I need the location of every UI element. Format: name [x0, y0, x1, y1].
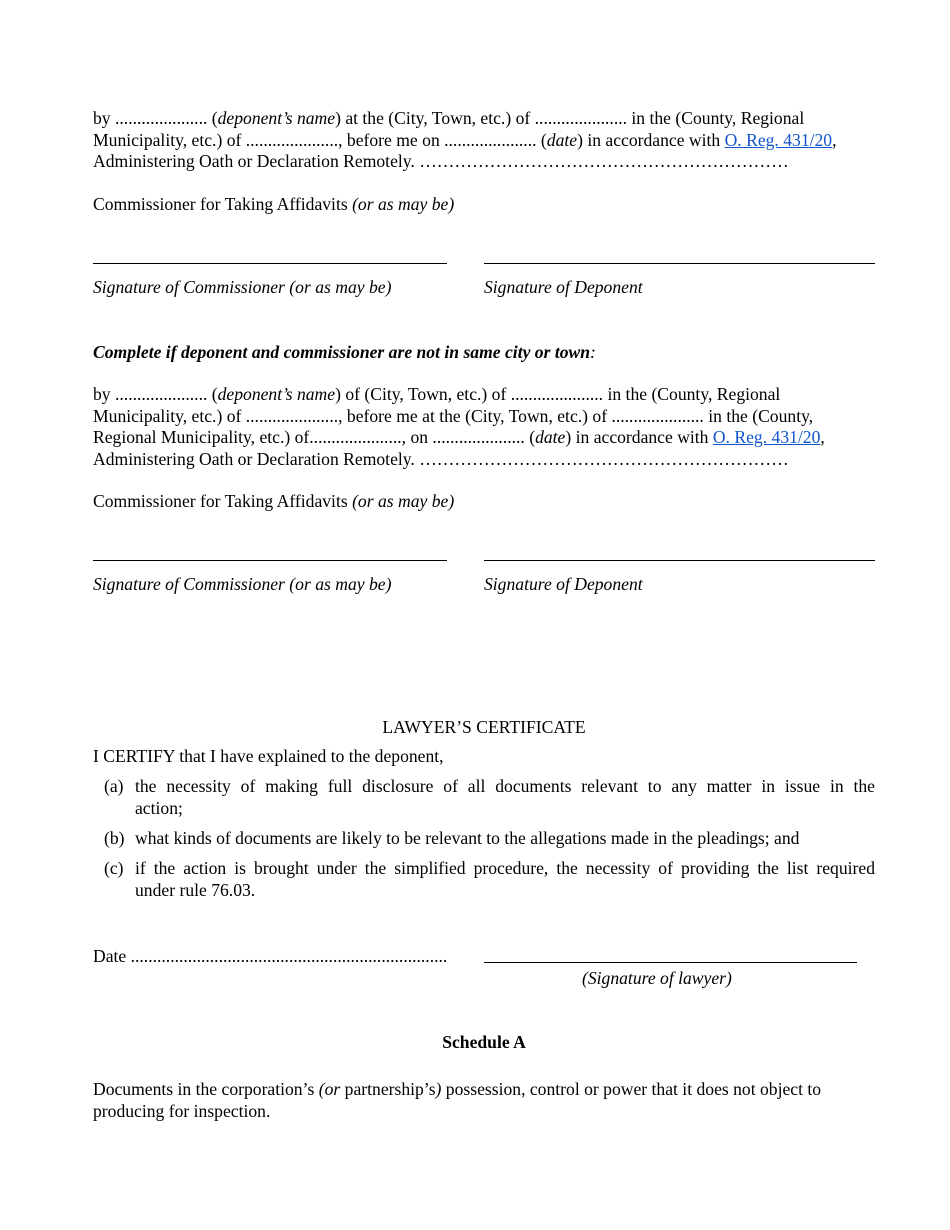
- list-item-label: (a): [104, 776, 124, 796]
- deponent-paragraph-2: [93, 384, 893, 470]
- commissioner-signature-line: [93, 263, 447, 264]
- deponent-signature-line: [484, 263, 875, 264]
- commissioner-title-2: Commissioner for Taking Affidavits (or as may be): [93, 491, 455, 511]
- schedule-paragraph: [93, 1079, 893, 1122]
- list-item-label: (c): [104, 858, 124, 878]
- certificate-title: LAWYER’S CERTIFICATE: [382, 717, 586, 737]
- list-item-text: what kinds of documents are likely to be relevant to the allegations made in the pleadings; and: [135, 828, 800, 848]
- paragraph-line: Documents in the corporation’s (or partnership’s) possession, control or power that it does not object to: [93, 1079, 822, 1099]
- list-item-label: (b): [104, 828, 125, 848]
- paragraph-line: Municipality, etc.) of ....................., before me at the (City, Town, etc.) of ..................... in the (County,: [93, 405, 814, 426]
- paragraph-line: Municipality, etc.) of ....................., before me on ..................... (date) in accordance with O. Reg. 431/20,: [93, 129, 837, 150]
- commissioner-title-1: Commissioner for Taking Affidavits (or as may be): [93, 194, 455, 214]
- deponent-paragraph-1: [93, 108, 893, 173]
- list-item-text: action;: [135, 797, 183, 818]
- deponent-signature-label: Signature of Deponent: [484, 574, 643, 594]
- deponent-signature-label: Signature of Deponent: [484, 277, 643, 297]
- list-item-text: the necessity of making full disclosure of all documents relevant to any matter in issue in the: [135, 776, 875, 796]
- paragraph-line: Regional Municipality, etc.) of....................., on ..................... (date) in accordance with O. Reg. 431/20,: [93, 427, 825, 447]
- paragraph-line: by ..................... (deponent’s name) of (City, Town, etc.) of ..................... in the (County, Regional: [93, 384, 781, 404]
- list-item-text: if the action is brought under the simplified procedure, the necessity of providing the list required: [135, 858, 875, 878]
- o-reg-link[interactable]: O. Reg. 431/20: [724, 129, 833, 150]
- paragraph-line: Administering Oath or Declaration Remotely. ………………………………………………………: [93, 151, 789, 171]
- list-item-text: under rule 76.03.: [135, 879, 256, 900]
- paragraph-line: producing for inspection.: [93, 1100, 271, 1121]
- certificate-intro: I CERTIFY that I have explained to the deponent,: [93, 746, 444, 766]
- section-heading: Complete if deponent and commissioner are not in same city or town:: [93, 342, 596, 362]
- lawyer-signature-line: [484, 962, 857, 963]
- lawyer-signature-label: (Signature of lawyer): [582, 968, 732, 988]
- paragraph-line: by ..................... (deponent’s name) at the (City, Town, etc.) of ..................... in the (County, Regional: [93, 108, 805, 128]
- commissioner-signature-label: Signature of Commissioner (or as may be): [93, 574, 392, 594]
- deponent-signature-line: [484, 560, 875, 561]
- date-field: Date ........................................................................: [93, 946, 448, 966]
- schedule-title: Schedule A: [442, 1032, 526, 1052]
- commissioner-signature-line: [93, 560, 447, 561]
- paragraph-line: Administering Oath or Declaration Remotely. ………………………………………………………: [93, 448, 789, 469]
- commissioner-signature-label: Signature of Commissioner (or as may be): [93, 277, 392, 297]
- o-reg-link[interactable]: O. Reg. 431/20: [712, 427, 821, 447]
